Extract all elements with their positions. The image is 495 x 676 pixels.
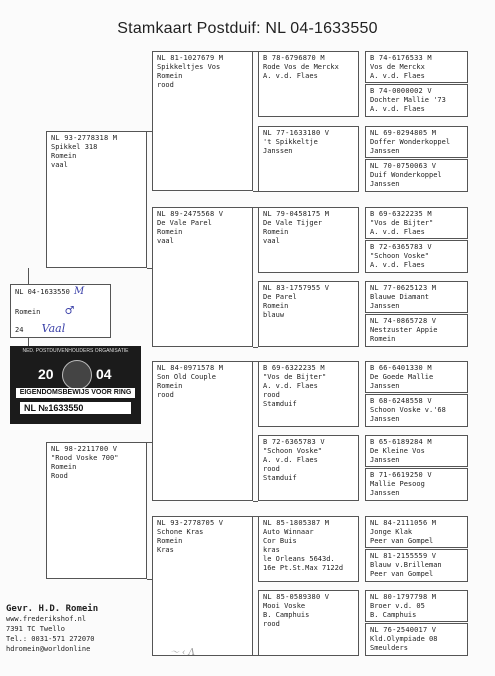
pedigree-g13-line: Jonge Klak [370,528,413,536]
pedigree-g8-ring: NL 74-0865728 V [370,317,437,325]
connector-line [253,191,258,192]
pedigree-dam-line: "Rood Voske 700" [51,454,119,462]
pedigree-sdd-line: De Parel [263,293,297,301]
pedigree-g11-ring: B 65-6189284 M [370,438,432,446]
pedigree-dam-ring: NL 98-2211700 V [51,445,118,453]
connector-line [253,655,258,656]
handwritten-scribble: 〜 ‹ Λ [170,648,195,658]
pedigree-sds-line: vaal [263,237,280,245]
pedigree-box-g8 [365,314,468,347]
subject-number: 24 [15,326,24,334]
pedigree-g4-ring: NL 70-0750063 V [370,162,437,170]
pedigree-box-g3 [365,126,468,158]
stamp-emblem-icon [62,360,92,390]
pedigree-box-dds [258,516,359,582]
pedigree-g5-line: "Vos de Bijter" [370,219,434,227]
connector-line [253,516,258,517]
owner-phone: Tel.: 0031-571 272070 [6,635,95,643]
pedigree-box-g15 [365,590,468,622]
subject-owner: Romein [15,308,41,316]
pedigree-dds-line: Cor Buis [263,537,297,545]
pedigree-g3-line: Doffer Wonderkoppel [370,138,451,146]
pedigree-g6-line: A. v.d. Flaes [370,261,425,269]
pedigree-g9-line: De Goede Mallie [370,373,434,381]
pedigree-g7-line: Janssen [370,302,400,310]
pedigree-g11-line: De Kleine Vos [370,447,425,455]
pedigree-box-dss [258,361,359,427]
pedigree-dd-line: Schone Kras [157,528,204,536]
pedigree-dss-line: Stamduif [263,400,297,408]
pedigree-box-ddd [258,590,359,656]
pedigree-g4-line: Duif Wonderkoppel [370,171,442,179]
connector-line [253,51,258,52]
pedigree-ddd-line: Mooi Voske [263,602,306,610]
pedigree-ddd-line: rood [263,620,280,628]
pedigree-box-dam [46,442,147,579]
pedigree-g4-line: Janssen [370,180,400,188]
pedigree-ddd-ring: NL 85-0589380 V [263,593,330,601]
pedigree-g16-ring: NL 76-2540017 V [370,626,437,634]
pedigree-g3-line: Janssen [370,147,400,155]
connector-line [253,501,258,502]
pedigree-g10-line: Schoon Voske v.'68 [370,406,446,414]
pedigree-dd-line: Kras [157,546,174,554]
connector-line [253,361,258,362]
pedigree-box-sd [152,207,253,347]
pedigree-dds-line: 16e Pt.St.Max 7122d [263,564,344,572]
pedigree-dsd-line: "Schoon Voske" [263,447,323,455]
pedigree-ss-line: rood [157,81,174,89]
pedigree-dam-line: Romein [51,463,77,471]
pedigree-box-g2 [365,84,468,117]
pedigree-dds-line: le Orleans 5643d. [263,555,335,563]
pedigree-dds-line: kras [263,546,280,554]
pedigree-g15-line: B. Camphuis [370,611,417,619]
pedigree-ds-line: rood [157,391,174,399]
stamp-year-right: 04 [96,366,112,382]
pedigree-box-g11 [365,435,468,467]
pedigree-sire-line: Spikkel 318 [51,143,98,151]
pedigree-box-g14 [365,549,468,582]
pedigree-g8-line: Nestzuster Appie [370,326,438,334]
subject-ring: NL 04-1633550 [15,288,70,296]
pedigree-ssd-line: Janssen [263,147,293,155]
pedigree-ss-ring: NL 81-1027679 M [157,54,224,62]
pedigree-sds-ring: NL 79-0458175 M [263,210,330,218]
pedigree-dss-line: rood [263,391,280,399]
subject-ring-mark: M [74,286,85,297]
pedigree-box-g9 [365,361,468,393]
pedigree-g6-line: "Schoon Voske" [370,252,430,260]
pedigree-dss-line: A. v.d. Flaes [263,382,318,390]
pedigree-g8-line: Romein [370,335,396,343]
pedigree-g16-line: Kld.Olympiade 08 [370,635,438,643]
owner-website: www.frederikshof.nl [6,615,87,623]
pedigree-sss-ring: B 78-6796870 M [263,54,325,62]
pedigree-g5-ring: B 69-6322235 M [370,210,432,218]
pedigree-g3-ring: NL 69-0294805 M [370,129,437,137]
pedigree-box-dsd [258,435,359,501]
pedigree-box-g10 [365,394,468,427]
pedigree-g15-ring: NL 80-1797798 M [370,593,437,601]
pedigree-sss-line: A. v.d. Flaes [263,72,318,80]
stamp-year-left: 20 [38,366,54,382]
pedigree-ss-line: Spikkeltjes Vos [157,63,221,71]
pedigree-box-sire [46,131,147,268]
pedigree-g10-line: Janssen [370,415,400,423]
pedigree-g1-line: Vos de Merckx [370,63,425,71]
pedigree-dsd-line: A. v.d. Flaes [263,456,318,464]
owner-name: Gevr. H.D. Romein [6,604,99,614]
pedigree-box-sds [258,207,359,273]
pedigree-dsd-line: rood [263,465,280,473]
pedigree-g16-line: Smeulders [370,644,408,652]
pedigree-sd-line: De Vale Parel [157,219,212,227]
pedigree-g12-line: Janssen [370,489,400,497]
pedigree-g7-line: Blauwe Diamant [370,293,430,301]
pedigree-g14-ring: NL 81-2155559 V [370,552,437,560]
pedigree-dsd-ring: B 72-6365783 V [263,438,325,446]
page-title: Stamkaart Postduif: NL 04-1633550 [117,20,378,37]
connector-line [147,131,152,132]
pedigree-box-ds [152,361,253,501]
pedigree-dsd-line: Stamduif [263,474,297,482]
pedigree-box-g1 [365,51,468,83]
pedigree-box-sdd [258,281,359,347]
pedigree-dds-line: Auto Winnaar [263,528,314,536]
pedigree-box-dd [152,516,253,656]
stamp-ring-number: NL №1633550 [20,402,131,414]
pedigree-box-g13 [365,516,468,548]
pedigree-g11-line: Janssen [370,456,400,464]
pedigree-sdd-line: Romein [263,302,289,310]
pedigree-g1-ring: B 74-6176533 M [370,54,432,62]
pedigree-g9-ring: B 66-6401330 M [370,364,432,372]
pedigree-g2-line: Dochter Mallie '73 [370,96,446,104]
pedigree-g5-line: A. v.d. Flaes [370,228,425,236]
pedigree-ddd-line: B. Camphuis [263,611,310,619]
pedigree-sdd-ring: NL 83-1757955 V [263,284,330,292]
connector-line [28,338,29,346]
pedigree-g9-line: Janssen [370,382,400,390]
pedigree-dss-line: "Vos de Bijter" [263,373,327,381]
owner-info [6,604,98,654]
pedigree-ssd-ring: NL 77-1633180 V [263,129,330,137]
pedigree-sire-ring: NL 93-2778318 M [51,134,118,142]
pedigree-ds-line: Romein [157,382,183,390]
pedigree-box-ssd [258,126,359,192]
pedigree-g14-line: Peer van Gompel [370,570,434,578]
pedigree-sire-line: Romein [51,152,77,160]
pedigree-dam-line: Rood [51,472,68,480]
pedigree-box-g7 [365,281,468,313]
pedigree-g12-line: Mallie Pesoog [370,480,425,488]
connector-line [147,579,152,580]
pedigree-box-g5 [365,207,468,239]
stamp-band: EIGENDOMSBEWIJS VOOR RING [16,388,135,398]
pedigree-dds-ring: NL 85-1805387 M [263,519,330,527]
pedigree-box-sss [258,51,359,117]
pedigree-box-g16 [365,623,468,656]
pedigree-g15-line: Broer v.d. 05 [370,602,425,610]
connector-line [147,442,152,443]
pedigree-sd-line: vaal [157,237,174,245]
pedigree-g10-ring: B 68-6248558 V [370,397,432,405]
subject-box [10,284,111,338]
pedigree-dd-line: Romein [157,537,183,545]
subject-color: Vaal [41,322,66,335]
pedigree-g7-ring: NL 77-0625123 M [370,284,437,292]
pedigree-g12-ring: B 71-6619250 V [370,471,432,479]
pedigree-g2-ring: B 74-0000002 V [370,87,432,95]
pedigree-dd-ring: NL 93-2778705 V [157,519,224,527]
connector-line [28,268,29,284]
pedigree-g2-line: A. v.d. Flaes [370,105,425,113]
pedigree-ss-line: Romein [157,72,183,80]
pedigree-sss-line: Rode Vos de Merckx [263,63,339,71]
pedigree-g13-ring: NL 84-2111056 M [370,519,437,527]
pedigree-box-g12 [365,468,468,501]
pedigree-ssd-line: 't Spikkeltje [263,138,318,146]
pedigree-box-ss [152,51,253,191]
pedigree-g6-ring: B 72-6365783 V [370,243,432,251]
pedigree-g1-line: A. v.d. Flaes [370,72,425,80]
pedigree-box-g6 [365,240,468,273]
pedigree-sds-line: De Vale Tijger [263,219,323,227]
connector-line [253,207,258,208]
pedigree-sd-ring: NL 89-2475568 V [157,210,224,218]
pedigree-sdd-line: blauw [263,311,285,319]
subject-sex-symbol: ♂ [64,304,75,317]
pedigree-dss-ring: B 69-6322235 M [263,364,325,372]
pedigree-sds-line: Romein [263,228,289,236]
pedigree-ds-ring: NL 84-0971578 M [157,364,224,372]
owner-address: 7391 TC Twello [6,625,66,633]
pedigree-box-g4 [365,159,468,192]
pedigree-ds-line: Son Old Couple [157,373,217,381]
pedigree-sire-line: vaal [51,161,68,169]
owner-email: hdromein@worldonline [6,645,91,653]
pedigree-sd-line: Romein [157,228,183,236]
stamp-association: NED. POSTDUIVENHOUDERS ORGANISATIE [22,348,129,354]
connector-line [147,268,152,269]
ownership-stamp [10,346,141,424]
pedigree-g14-line: Blauw v.Brilleman [370,561,442,569]
connector-line [253,347,258,348]
pedigree-g13-line: Peer van Gompel [370,537,434,545]
